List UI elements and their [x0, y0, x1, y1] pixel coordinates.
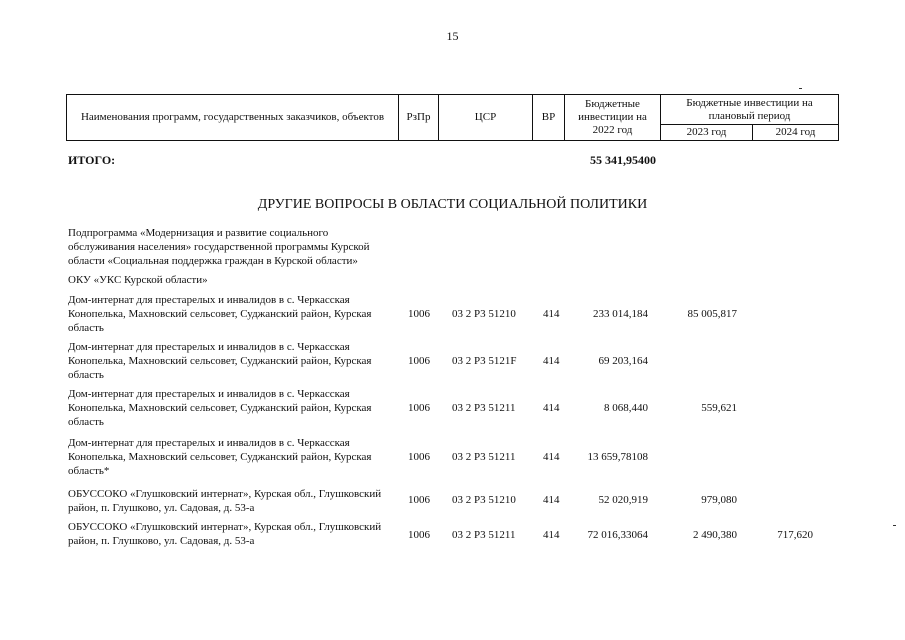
cell-csr: 03 2 Р3 51211	[452, 451, 516, 463]
section-title: ДРУГИЕ ВОПРОСЫ В ОБЛАСТИ СОЦИАЛЬНОЙ ПОЛИТИКИ	[257, 197, 648, 212]
object-name: Дом-интернат для престарелых и инвалидов в с. Черкасская Конопелька, Махновский сельсовет, Суджанский район, Курская область*	[68, 437, 372, 477]
cell-rzpr: 1006	[408, 451, 430, 463]
header-year-2023: 2023 год	[661, 125, 753, 141]
subprogram-title: Подпрограмма «Модернизация и развитие социального обслуживания населения» государственной программы Курской области «Социальная поддержка граждан в Курской области»	[68, 227, 370, 267]
customer-name: ОКУ «УКС Курской области»	[68, 274, 208, 286]
object-name: Дом-интернат для престарелых и инвалидов в с. Черкасская Конопелька, Махновский сельсовет, Суджанский район, Курская область	[68, 294, 372, 334]
page-number: 15	[446, 29, 459, 43]
total-value: 55 341,95400	[590, 153, 656, 167]
header-plan-period: Бюджетные инвестиции на плановый период	[661, 95, 839, 125]
cell-2022: 233 014,184	[593, 308, 648, 320]
header-year-2024: 2024 год	[753, 125, 839, 141]
header-invest-2022: Бюджетные инвестиции на 2022 год	[565, 95, 661, 141]
cell-2022: 8 068,440	[604, 402, 648, 414]
object-name: ОБУССОКО «Глушковский интернат», Курская обл., Глушковский район, п. Глушково, ул. Садовая, д. 53-а	[68, 521, 382, 547]
scan-speck	[799, 88, 802, 89]
cell-2022: 72 016,33064	[587, 529, 648, 541]
cell-rzpr: 1006	[408, 402, 430, 414]
cell-vr: 414	[543, 451, 560, 463]
cell-csr: 03 2 Р3 51210	[452, 494, 516, 506]
cell-csr: 03 2 Р3 51211	[452, 529, 516, 541]
cell-rzpr: 1006	[408, 494, 430, 506]
cell-2022: 52 020,919	[598, 494, 648, 506]
cell-vr: 414	[543, 402, 560, 414]
header-vr: ВР	[533, 95, 565, 141]
cell-rzpr: 1006	[408, 355, 430, 367]
total-label: ИТОГО:	[68, 153, 116, 167]
cell-vr: 414	[543, 308, 560, 320]
cell-vr: 414	[543, 494, 560, 506]
header-name: Наименования программ, государственных заказчиков, объектов	[67, 95, 399, 141]
cell-2024: 717,620	[777, 529, 813, 541]
cell-rzpr: 1006	[408, 529, 430, 541]
header-rzpr: РзПр	[399, 95, 439, 141]
cell-vr: 414	[543, 529, 560, 541]
object-name: Дом-интернат для престарелых и инвалидов в с. Черкасская Конопелька, Махновский сельсовет, Суджанский район, Курская область	[68, 341, 372, 381]
cell-rzpr: 1006	[408, 308, 430, 320]
cell-2023: 979,080	[701, 494, 737, 506]
cell-2023: 85 005,817	[687, 308, 737, 320]
cell-vr: 414	[543, 355, 560, 367]
cell-csr: 03 2 Р3 51211	[452, 402, 516, 414]
cell-2023: 2 490,380	[693, 529, 737, 541]
object-name: Дом-интернат для престарелых и инвалидов в с. Черкасская Конопелька, Махновский сельсовет, Суджанский район, Курская область	[68, 388, 372, 428]
cell-csr: 03 2 Р3 51210	[452, 308, 516, 320]
table-header	[66, 94, 839, 141]
cell-csr: 03 2 Р3 5121F	[452, 355, 517, 367]
cell-2022: 13 659,78108	[587, 451, 648, 463]
cell-2022: 69 203,164	[598, 355, 648, 367]
scan-speck	[893, 525, 896, 526]
object-name: ОБУССОКО «Глушковский интернат», Курская обл., Глушковский район, п. Глушково, ул. Садовая, д. 53-а	[68, 488, 382, 514]
header-csr: ЦСР	[439, 95, 533, 141]
cell-2023: 559,621	[701, 402, 737, 414]
